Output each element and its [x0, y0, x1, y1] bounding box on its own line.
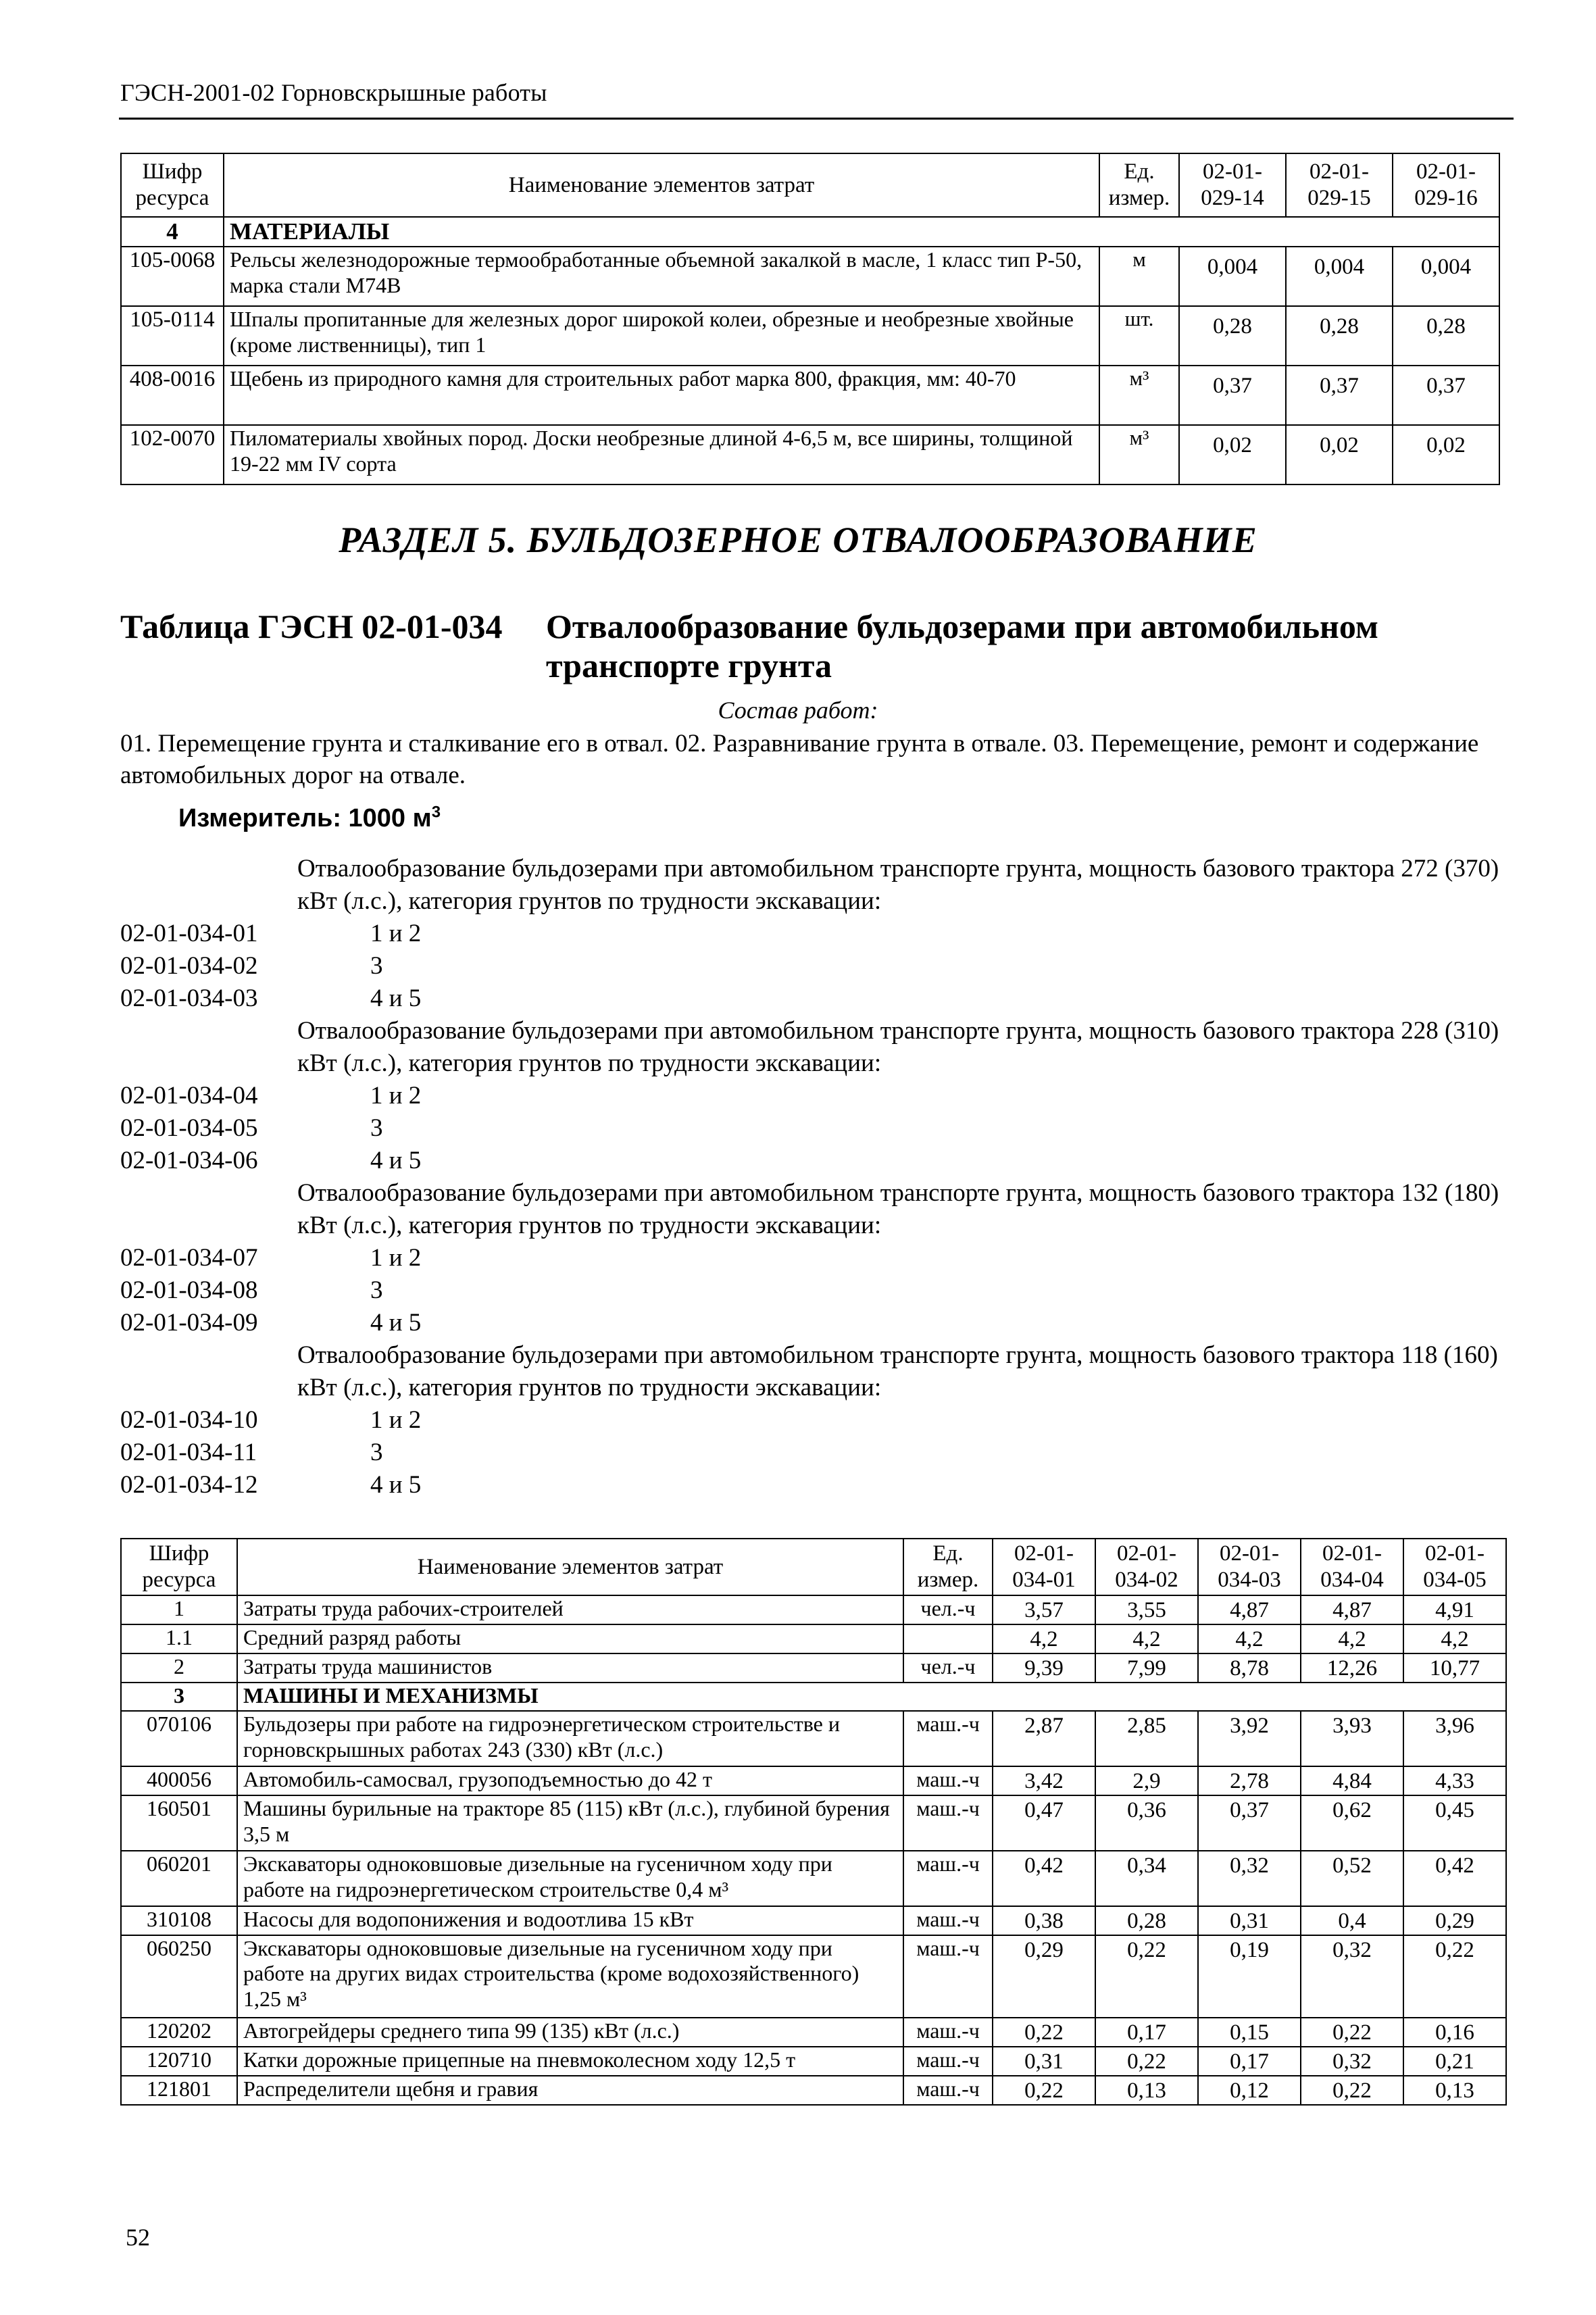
table-row	[121, 1851, 1506, 1906]
table-row	[121, 2018, 1506, 2047]
soil-category: 3	[370, 1439, 383, 1466]
norm-value: 3,92	[1198, 1711, 1301, 1766]
norm-value: 0,31	[993, 2047, 1095, 2076]
norm-item	[120, 1469, 1505, 1501]
resource-name: Автомобиль-самосвал, грузоподъемностью до 42 т	[237, 1766, 903, 1795]
section-code: 3	[121, 1683, 237, 1711]
resource-name: Машины бурильные на тракторе 85 (115) кВт (л.с.), глубиной бурения 3,5 м	[237, 1795, 903, 1851]
soil-category: 1 и 2	[370, 920, 422, 947]
norm-value: 0,32	[1198, 1851, 1301, 1906]
resource-code: 1.1	[121, 1624, 237, 1653]
norm-value: 0,42	[1403, 1851, 1506, 1906]
resources-table-034	[120, 1538, 1507, 2106]
norm-value: 0,31	[1198, 1906, 1301, 1935]
norm-value: 0,004	[1179, 247, 1286, 306]
resource-code: 400056	[121, 1766, 237, 1795]
norm-value: 4,91	[1403, 1595, 1506, 1624]
norm-item	[120, 1145, 1505, 1177]
norm-value: 7,99	[1095, 1653, 1198, 1683]
soil-category: 1 и 2	[370, 1082, 422, 1110]
table-row	[121, 247, 1499, 306]
norm-code: 02-01-034-07	[120, 1244, 258, 1272]
norm-value: 0,34	[1095, 1851, 1198, 1906]
resource-name: Затраты труда рабочих-строителей	[237, 1595, 903, 1624]
soil-category: 4 и 5	[370, 1471, 422, 1499]
resource-code: 120710	[121, 2047, 237, 2076]
resource-code: 408-0016	[121, 366, 224, 425]
col-norm-header: 02-01-029-14	[1179, 153, 1286, 217]
resource-unit: чел.-ч	[903, 1653, 993, 1683]
resource-name: Автогрейдеры среднего типа 99 (135) кВт (л.с.)	[237, 2018, 903, 2047]
col-unit-header: Ед. измер.	[1099, 153, 1179, 217]
table-header-row	[121, 153, 1499, 217]
norm-value: 2,85	[1095, 1711, 1198, 1766]
norm-value: 3,93	[1301, 1711, 1403, 1766]
norm-code: 02-01-034-09	[120, 1309, 258, 1337]
resource-name: Щебень из природного камня для строительных работ марка 800, фракция, мм: 40-70	[224, 366, 1099, 425]
resource-code: 070106	[121, 1711, 237, 1766]
soil-category: 4 и 5	[370, 1147, 422, 1174]
resource-name: Распределители щебня и гравия	[237, 2076, 903, 2105]
norm-value: 0,22	[1403, 1935, 1506, 2018]
soil-category: 1 и 2	[370, 1244, 422, 1272]
norm-value: 2,87	[993, 1711, 1095, 1766]
resources-table-029	[120, 153, 1500, 485]
work-composition-caption: Состав работ:	[718, 697, 878, 724]
norm-code: 02-01-034-08	[120, 1276, 258, 1304]
norm-value: 0,32	[1301, 1935, 1403, 2018]
section-row	[121, 1683, 1506, 1711]
col-norm-header: 02-01-034-02	[1095, 1539, 1198, 1595]
norm-item	[120, 1404, 1505, 1437]
norm-value: 0,42	[993, 1851, 1095, 1906]
resource-code: 121801	[121, 2076, 237, 2105]
resource-unit: м³	[1099, 366, 1179, 425]
norm-value: 0,38	[993, 1906, 1095, 1935]
resource-unit: маш.-ч	[903, 2018, 993, 2047]
norm-value: 4,2	[1403, 1624, 1506, 1653]
section-name: МАТЕРИАЛЫ	[224, 217, 1499, 247]
col-norm-header: 02-01-034-03	[1198, 1539, 1301, 1595]
group-description: Отвалообразование бульдозерами при автомобильном транспорте грунта, мощность базового трактора 228 (310) кВт (л.с.), категория грунтов по трудности экскавации:	[297, 1017, 1499, 1077]
resource-unit: маш.-ч	[903, 1906, 993, 1935]
resource-unit: маш.-ч	[903, 1711, 993, 1766]
norm-value: 0,004	[1393, 247, 1499, 306]
resource-code: 160501	[121, 1795, 237, 1851]
norm-item	[120, 1274, 1505, 1307]
table-row	[121, 1595, 1506, 1624]
resource-unit: маш.-ч	[903, 1935, 993, 2018]
table-row	[121, 1711, 1506, 1766]
section-code: 4	[121, 217, 224, 247]
norm-value: 3,57	[993, 1595, 1095, 1624]
norm-value: 0,28	[1179, 306, 1286, 366]
col-norm-header: 02-01-029-15	[1286, 153, 1393, 217]
norm-value: 4,87	[1198, 1595, 1301, 1624]
norm-value: 12,26	[1301, 1653, 1403, 1683]
resource-name: Средний разряд работы	[237, 1624, 903, 1653]
norm-item	[120, 1242, 1505, 1274]
norm-value: 4,33	[1403, 1766, 1506, 1795]
soil-category: 3	[370, 1276, 383, 1304]
norm-code: 02-01-034-01	[120, 920, 258, 947]
col-norm-header: 02-01-034-05	[1403, 1539, 1506, 1595]
resource-code: 2	[121, 1653, 237, 1683]
section-title: РАЗДЕЛ 5. БУЛЬДОЗЕРНОЕ ОТВАЛООБРАЗОВАНИЕ	[339, 520, 1257, 560]
norm-value: 9,39	[993, 1653, 1095, 1683]
table-row	[121, 1906, 1506, 1935]
norm-code: 02-01-034-05	[120, 1114, 258, 1142]
col-name-header: Наименование элементов затрат	[237, 1539, 903, 1595]
resource-name: Затраты труда машинистов	[237, 1653, 903, 1683]
table-label: Таблица ГЭСН 02-01-034	[120, 607, 503, 645]
table-row	[121, 1935, 1506, 2018]
soil-category: 1 и 2	[370, 1406, 422, 1434]
soil-category: 3	[370, 952, 383, 980]
norm-code: 02-01-034-06	[120, 1147, 258, 1174]
section-row	[121, 217, 1499, 247]
norm-value: 0,17	[1095, 2018, 1198, 2047]
col-unit-header: Ед. измер.	[903, 1539, 993, 1595]
norm-value: 3,55	[1095, 1595, 1198, 1624]
norm-value: 10,77	[1403, 1653, 1506, 1683]
norm-value: 4,2	[1198, 1624, 1301, 1653]
page-number: 52	[126, 2224, 150, 2251]
table-row	[121, 1766, 1506, 1795]
norm-item	[120, 918, 1505, 950]
norm-value: 0,13	[1403, 2076, 1506, 2105]
norm-value: 4,2	[993, 1624, 1095, 1653]
norm-value: 0,4	[1301, 1906, 1403, 1935]
norm-value: 2,9	[1095, 1766, 1198, 1795]
norm-value: 0,37	[1286, 366, 1393, 425]
norm-value: 0,02	[1179, 425, 1286, 484]
col-norm-header: 02-01-029-16	[1393, 153, 1499, 217]
norm-item	[120, 1080, 1505, 1112]
norm-value: 0,21	[1403, 2047, 1506, 2076]
norm-value: 0,22	[993, 2076, 1095, 2105]
norm-value: 3,42	[993, 1766, 1095, 1795]
norm-groups	[120, 853, 1505, 1501]
resource-unit	[903, 1624, 993, 1653]
group-description: Отвалообразование бульдозерами при автомобильном транспорте грунта, мощность базового трактора 272 (370) кВт (л.с.), категория грунтов по трудности экскавации:	[297, 855, 1499, 915]
norm-value: 0,22	[1095, 2047, 1198, 2076]
norm-value: 4,84	[1301, 1766, 1403, 1795]
table-row	[121, 2076, 1506, 2105]
norm-value: 0,02	[1393, 425, 1499, 484]
col-code-header: Шифр ресурса	[121, 153, 224, 217]
norm-value: 0,02	[1286, 425, 1393, 484]
norm-value: 0,16	[1403, 2018, 1506, 2047]
resource-name: Пиломатериалы хвойных пород. Доски необрезные длиной 4-6,5 м, все ширины, толщиной 19-22 мм IV сорта	[224, 425, 1099, 484]
norm-item	[120, 1307, 1505, 1339]
norm-value: 0,15	[1198, 2018, 1301, 2047]
norm-value: 0,45	[1403, 1795, 1506, 1851]
resource-name: Шпалы пропитанные для железных дорог широкой колеи, обрезные и необрезные хвойные (кроме лиственницы), тип 1	[224, 306, 1099, 366]
norm-value: 0,28	[1286, 306, 1393, 366]
norm-value: 0,28	[1095, 1906, 1198, 1935]
resource-unit: маш.-ч	[903, 1766, 993, 1795]
norm-item	[120, 1437, 1505, 1469]
norm-value: 8,78	[1198, 1653, 1301, 1683]
resource-unit: маш.-ч	[903, 1851, 993, 1906]
norm-value: 4,2	[1301, 1624, 1403, 1653]
resource-unit: маш.-ч	[903, 2047, 993, 2076]
norm-value: 0,19	[1198, 1935, 1301, 2018]
norm-code: 02-01-034-11	[120, 1439, 257, 1466]
resource-name: Катки дорожные прицепные на пневмоколесном ходу 12,5 т	[237, 2047, 903, 2076]
norm-value: 0,28	[1393, 306, 1499, 366]
norm-value: 0,17	[1198, 2047, 1301, 2076]
norm-value: 0,13	[1095, 2076, 1198, 2105]
meter-power: 3	[431, 803, 441, 822]
meter-text: Измеритель: 1000 м	[178, 804, 432, 832]
norm-item	[120, 1112, 1505, 1145]
soil-category: 3	[370, 1114, 383, 1142]
norm-value: 0,37	[1179, 366, 1286, 425]
norm-value: 0,22	[1301, 2018, 1403, 2047]
resource-unit: чел.-ч	[903, 1595, 993, 1624]
soil-category: 4 и 5	[370, 1309, 422, 1337]
table-row	[121, 425, 1499, 484]
table-row	[121, 2047, 1506, 2076]
norm-value: 0,37	[1198, 1795, 1301, 1851]
table-row	[121, 1795, 1506, 1851]
table-header-row	[121, 1539, 1506, 1595]
norm-code: 02-01-034-12	[120, 1471, 258, 1499]
work-composition-text: 01. Перемещение грунта и сталкивание его в отвал. 02. Разравнивание грунта в отвале. 03. Перемещение, ремонт и содержание автомобильных дорог на отвале.	[120, 730, 1479, 789]
table-row	[121, 306, 1499, 366]
resource-code: 1	[121, 1595, 237, 1624]
resource-unit: маш.-ч	[903, 1795, 993, 1851]
table-title: Отвалообразование бульдозерами при автомобильном транспорте грунта	[546, 607, 1378, 684]
norm-value: 0,62	[1301, 1795, 1403, 1851]
norm-code: 02-01-034-10	[120, 1406, 258, 1434]
norm-value: 0,22	[1301, 2076, 1403, 2105]
norm-value: 0,36	[1095, 1795, 1198, 1851]
norm-value: 0,29	[993, 1935, 1095, 2018]
norm-item	[120, 950, 1505, 982]
resource-name: Насосы для водопонижения и водоотлива 15 кВт	[237, 1906, 903, 1935]
norm-code: 02-01-034-02	[120, 952, 258, 980]
col-norm-header: 02-01-034-04	[1301, 1539, 1403, 1595]
norm-value: 0,37	[1393, 366, 1499, 425]
group-description: Отвалообразование бульдозерами при автомобильном транспорте грунта, мощность базового трактора 132 (180) кВт (л.с.), категория грунтов по трудности экскавации:	[297, 1179, 1499, 1239]
resource-unit: м³	[1099, 425, 1179, 484]
norm-value: 0,52	[1301, 1851, 1403, 1906]
resource-code: 060250	[121, 1935, 237, 2018]
meter-label	[178, 804, 441, 833]
norm-code: 02-01-034-04	[120, 1082, 258, 1110]
norm-value: 4,87	[1301, 1595, 1403, 1624]
norm-value: 0,47	[993, 1795, 1095, 1851]
resource-unit: м	[1099, 247, 1179, 306]
resource-code: 105-0114	[121, 306, 224, 366]
running-header: ГЭСН-2001-02 Горновскрышные работы	[120, 79, 547, 106]
norm-value: 0,004	[1286, 247, 1393, 306]
table-row	[121, 1653, 1506, 1683]
group-description: Отвалообразование бульдозерами при автомобильном транспорте грунта, мощность базового трактора 118 (160) кВт (л.с.), категория грунтов по трудности экскавации:	[297, 1341, 1498, 1401]
col-code-header: Шифр ресурса	[121, 1539, 237, 1595]
resource-code: 105-0068	[121, 247, 224, 306]
resource-unit: шт.	[1099, 306, 1179, 366]
col-norm-header: 02-01-034-01	[993, 1539, 1095, 1595]
norm-value: 0,29	[1403, 1906, 1506, 1935]
resource-name: Рельсы железнодорожные термообработанные объемной закалкой в масле, 1 класс тип Р-50, марка стали М74В	[224, 247, 1099, 306]
norm-item	[120, 982, 1505, 1015]
norm-value: 2,78	[1198, 1766, 1301, 1795]
resource-code: 102-0070	[121, 425, 224, 484]
resource-code: 310108	[121, 1906, 237, 1935]
resource-code: 120202	[121, 2018, 237, 2047]
resource-name: Экскаваторы одноковшовые дизельные на гусеничном ходу при работе на гидроэнергетическом строительстве 0,4 м³	[237, 1851, 903, 1906]
resource-code: 060201	[121, 1851, 237, 1906]
norm-code: 02-01-034-03	[120, 985, 258, 1012]
norm-value: 4,2	[1095, 1624, 1198, 1653]
norm-value: 0,12	[1198, 2076, 1301, 2105]
soil-category: 4 и 5	[370, 985, 422, 1012]
norm-value: 0,22	[1095, 1935, 1198, 2018]
resource-unit: маш.-ч	[903, 2076, 993, 2105]
section-name: МАШИНЫ И МЕХАНИЗМЫ	[237, 1683, 1506, 1711]
table-row	[121, 366, 1499, 425]
col-name-header: Наименование элементов затрат	[224, 153, 1099, 217]
norm-value: 0,32	[1301, 2047, 1403, 2076]
header-rule	[119, 118, 1514, 120]
table-row	[121, 1624, 1506, 1653]
resource-name: Экскаваторы одноковшовые дизельные на гусеничном ходу при работе на других видах строительства (кроме водохозяйственного) 1,25 м³	[237, 1935, 903, 2018]
norm-value: 3,96	[1403, 1711, 1506, 1766]
resource-name: Бульдозеры при работе на гидроэнергетическом строительстве и горновскрышных работах 243 (330) кВт (л.с.)	[237, 1711, 903, 1766]
norm-value: 0,22	[993, 2018, 1095, 2047]
